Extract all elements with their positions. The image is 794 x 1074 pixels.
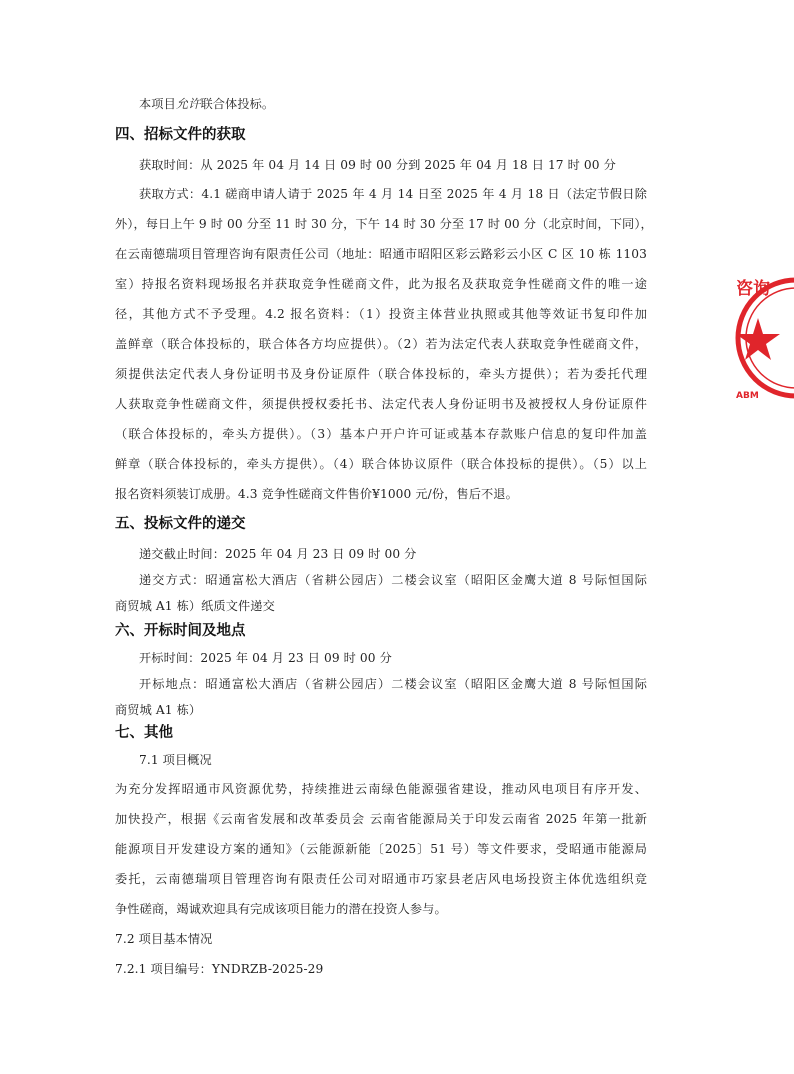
section4-body-line: 鲜章（联合体投标的，牵头方提供）。（4）联合体协议原件（联合体投标的提供）。（5）以上 xyxy=(115,457,647,471)
project-number: 7.2.1 项目编号：YNDRZB-2025-29 xyxy=(115,962,324,976)
section4-body-line: 盖鲜章（联合体投标的，联合体各方均应提供）。（2）若为法定代表人获取竞争性磋商文件， xyxy=(115,337,647,351)
section5-deadline: 递交截止时间：2025 年 04 月 23 日 09 时 00 分 xyxy=(139,547,417,561)
joint-bid-suffix: 联合体投标。 xyxy=(200,97,275,111)
section5-method-line: 递交方式：昭通富松大酒店（省耕公园店）二楼会议室（昭阳区金鹰大道 8 号际恒国际 xyxy=(139,573,647,587)
overview-line: 能源项目开发建设方案的通知》（云能源新能〔2025〕51 号）等文件要求，受昭通市能源局 xyxy=(115,842,647,856)
section4-body-line: 报名资料须装订成册。4.3 竞争性磋商文件售价¥1000 元/份，售后不退。 xyxy=(115,487,518,501)
company-seal xyxy=(734,258,794,418)
section7-heading: 七、其他 xyxy=(115,725,173,741)
section6-heading: 六、开标时间及地点 xyxy=(115,623,246,639)
section5-method-line: 商贸城 A1 栋）纸质文件递交 xyxy=(115,599,275,613)
section7-sub2-title: 7.2 项目基本情况 xyxy=(115,932,213,946)
joint-bid-line xyxy=(139,96,647,113)
section5-heading: 五、投标文件的递交 xyxy=(115,516,246,532)
section4-heading: 四、招标文件的获取 xyxy=(115,127,246,143)
section4-body-line: （联合体投标的，牵头方提供）。（3）基本户开户许可证或基本存款账户信息的复印件加盖 xyxy=(115,427,647,441)
section4-body-line: 外），每日上午 9 时 00 分至 11 时 30 分，下午 14 时 30 分至 17 时 00 分（北京时间，下同）， xyxy=(115,217,653,231)
section4-body-line: 获取方式：4.1 磋商申请人请于 2025 年 4 月 14 日至 2025 年 4 月 18 日（法定节假日除 xyxy=(139,187,647,201)
overview-line: 委托，云南德瑞项目管理咨询有限责任公司对昭通市巧家县老店风电场投资主体优选组织竞 xyxy=(115,872,647,886)
section6-place-line: 商贸城 A1 栋） xyxy=(115,703,202,717)
section7-sub1-title: 7.1 项目概况 xyxy=(139,753,212,767)
section4-body-line: 径，其他方式不予受理。4.2 报名资料：（1）投资主体营业执照或其他等效证书复印件加 xyxy=(115,307,647,321)
section4-body-line: 人获取竞争性磋商文件，须提供授权委托书、法定代表人身份证明书及被授权人身份证原件 xyxy=(115,397,647,411)
seal-text-bottom: ABM xyxy=(736,391,759,401)
section4-body-line: 室）持报名资料现场报名并获取竞争性磋商文件，此为报名及获取竞争性磋商文件的唯一途 xyxy=(115,277,647,291)
section6-place-line: 开标地点：昭通富松大酒店（省耕公园店）二楼会议室（昭阳区金鹰大道 8 号际恒国际 xyxy=(139,677,647,691)
section4-body-line: 须提供法定代表人身份证明书及身份证原件（联合体投标的，牵头方提供）；若为委托代理 xyxy=(115,367,647,381)
section4-time: 获取时间：从 2025 年 04 月 14 日 09 时 00 分到 2025 年 04 月 18 日 17 时 00 分 xyxy=(139,158,616,172)
overview-line: 加快投产，根据《云南省发展和改革委员会 云南省能源局关于印发云南省 2025 年第一批新 xyxy=(115,812,647,826)
company-seal-graphic xyxy=(734,258,794,418)
overview-line: 为充分发挥昭通市风资源优势，持续推进云南绿色能源强省建设，推动风电项目有序开发、 xyxy=(115,782,647,796)
section6-time: 开标时间：2025 年 04 月 23 日 09 时 00 分 xyxy=(139,651,392,665)
seal-text-top: 咨询 xyxy=(736,279,770,299)
section4-body-line: 在云南德瑞项目管理咨询有限责任公司（地址：昭通市昭阳区彩云路彩云小区 C 区 10 栋 1103 xyxy=(115,247,647,261)
joint-bid-prefix: 本项目 xyxy=(139,97,176,111)
joint-bid-emphasis: 允许 xyxy=(175,97,201,111)
overview-line: 争性磋商，竭诚欢迎具有完成该项目能力的潜在投资人参与。 xyxy=(115,902,447,916)
